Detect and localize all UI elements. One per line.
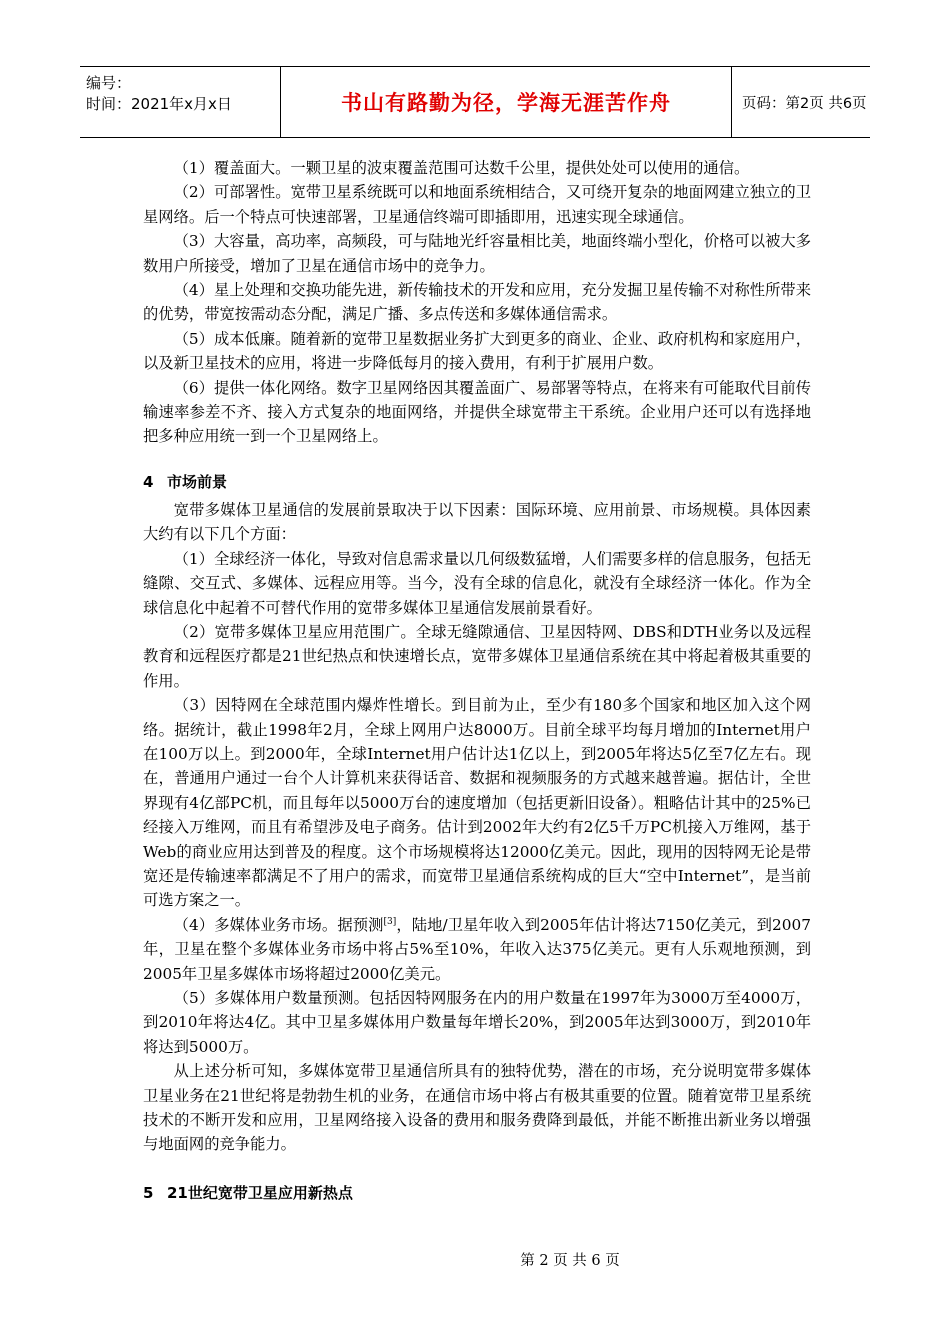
market-paragraph: （5）多媒体用户数量预测。包括因特网服务在内的用户数量在1997年为3000万至4000万，到2010年将达4亿。其中卫星多媒体用户数量每年增长20%，到2005年达到3000万，到2010年将达到5000万。 — [143, 989, 811, 1056]
market-paragraph: （3）因特网在全球范围内爆炸性增长。到目前为止，至少有180多个国家和地区加入这个网络。据统计，截止1998年2月，全球上网用户达8000万。目前全球平均每月增加的Internet用户在100万以上。到2000年，全球Internet用户估计达1亿以上，到2005年将达5亿至7亿左右。现在，普通用户通过一台个人计算机来获得话音、数据和视频服务的方式越来越普遍。据估计，全世界现有4亿部PC机，而且每年以5000万台的速度增加（包括更新旧设备）。粗略估计其中的25%已经接入万维网，而且有希望涉及电子商务。估计到2002年大约有2亿5千万PC机接入万维网，基于Web的商业应用达到普及的程度。这个市场规模将达12000亿美元。因此，现用的因特网无论是带宽还是传输速率都满足不了用户的需求，而宽带卫星通信系统构成的巨大“空中Internet”，是当前可选方案之一。 — [143, 696, 811, 910]
document-body — [143, 156, 811, 1205]
advantage-paragraph: （3）大容量，高功率，高频段，可与陆地光纤容量相比美，地面终端小型化，价格可以被大多数用户所接受，增加了卫星在通信市场中的竞争力。 — [143, 232, 811, 275]
paragraph-text: （4）多媒体业务市场。据预测 — [173, 915, 384, 934]
citation-ref: [3] — [383, 916, 397, 927]
section-title-text: 市场前景 — [167, 472, 228, 491]
advantage-paragraph: （5）成本低廉。随着新的宽带卫星数据业务扩大到更多的商业、企业、政府机构和家庭用户，以及新卫星技术的应用，将进一步降低每月的接入费用，有利于扩展用户数。 — [143, 329, 811, 373]
advantage-paragraph: （1）覆盖面大。一颗卫星的波束覆盖范围可达数千公里，提供处处可以使用的通信。 — [173, 159, 750, 177]
market-paragraph: （2）宽带多媒体卫星应用范围广。全球无缝隙通信、卫星因特网、DBS和DTH业务以及远程教育和远程医疗都是21世纪热点和快速增长点，宽带多媒体卫星通信系统在其中将起着极其重要的作用。 — [143, 622, 811, 690]
paragraph-text: ，陆地/卫星年收入到2005年估计将达7150亿美元，到2007年，卫星在整个多媒体业务市场中将占5%至10%，年收入达375亿美元。更有人乐观地预测，到2005年卫星多媒体市场将超过2000亿美元。 — [143, 915, 811, 983]
advantage-paragraph: （6）提供一体化网络。数字卫星网络因其覆盖面广、易部署等特点，在将来有可能取代目前传输速率参差不齐、接入方式复杂的地面网络，并提供全球宽带主干系统。企业用户还可以有选择地把多种应用统一到一个卫星网络上。 — [143, 378, 811, 446]
date-line: 时间：2021年x月x日 — [86, 95, 232, 113]
header-page-cell — [732, 67, 870, 137]
advantage-paragraph: （4）星上处理和交换功能先进，新传输技术的开发和应用，充分发掘卫星传输不对称性所带来的优势，带宽按需动态分配，满足广播、多点传送和多媒体通信需求。 — [143, 281, 811, 324]
conclusion-paragraph: 从上述分析可知，多媒体宽带卫星通信所具有的独特优势，潜在的市场，充分说明宽带多媒体卫星业务在21世纪将是勃勃生机的业务，在通信市场中将占有极其重要的位置。随着宽带卫星系统技术的不断开发和应用，卫星网络接入设备的费用和服务费降到最低，并能不断推出新业务以增强与地面网的竞争能力。 — [143, 1062, 811, 1154]
code-label: 编号： — [86, 74, 132, 92]
header-page-info: 页码：第2页 共6页 — [742, 95, 867, 112]
market-paragraph: （1）全球经济一体化，导致对信息需求量以几何级数猛增，人们需要多样的信息服务，包括无缝隙、交互式、多媒体、远程应用等。当今，没有全球的信息化，就没有全球经济一体化。作为全球信息化中起着不可替代作用的宽带多媒体卫星通信发展前景看好。 — [143, 549, 811, 617]
motto: 书山有路勤为径，学海无涯苦作舟 — [341, 91, 671, 115]
section-intro: 宽带多媒体卫星通信的发展前景取决于以下因素：国际环境、应用前景、市场规模。具体因素大约有以下几个方面： — [143, 500, 811, 544]
page-footer: 第 2 页 共 6 页 — [520, 1253, 620, 1269]
header-meta — [80, 67, 280, 137]
section-number: 4 — [143, 472, 154, 491]
advantage-paragraph: （2）可部署性。宽带卫星系统既可以和地面系统相结合，又可绕开复杂的地面网建立独立的卫星网络。后一个特点可快速部署，卫星通信终端可即插即用，迅速实现全球通信。 — [143, 183, 811, 226]
header-motto-cell — [280, 67, 732, 137]
section-heading — [143, 1181, 811, 1205]
section-heading — [143, 470, 811, 494]
market-paragraph — [143, 913, 811, 986]
page-header — [80, 66, 870, 138]
section-title-text: 21世纪宽带卫星应用新热点 — [167, 1183, 353, 1202]
section-number: 5 — [143, 1183, 154, 1202]
